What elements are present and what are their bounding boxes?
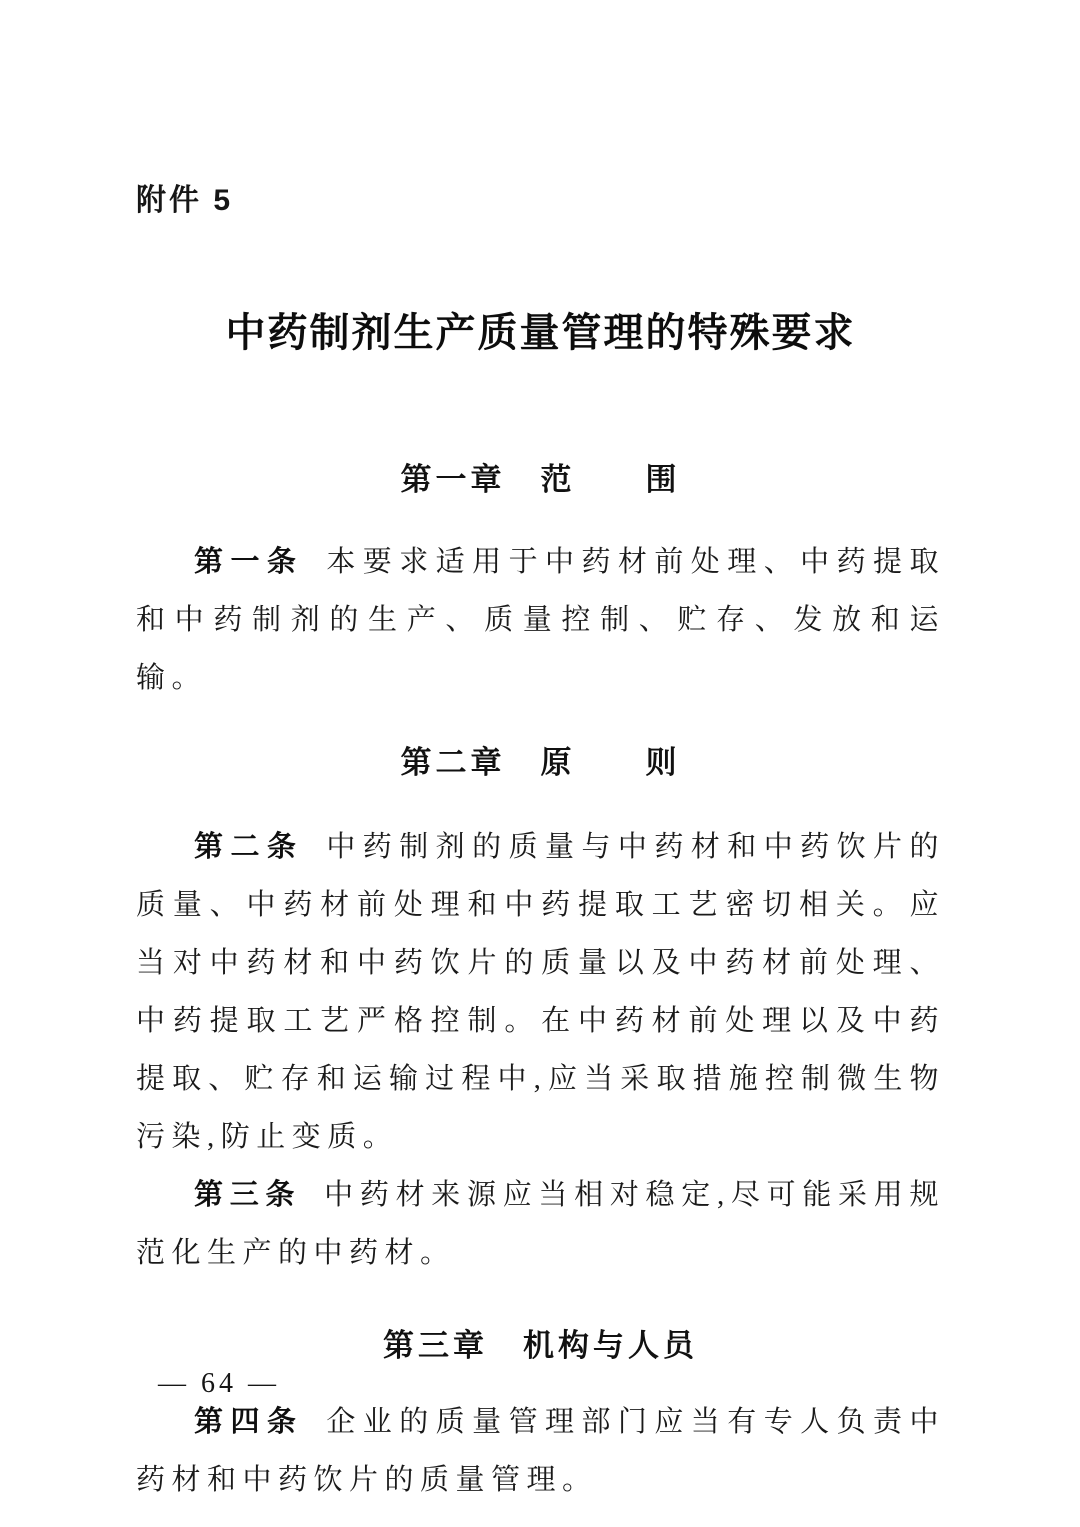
article-4-text: 企业的质量管理部门应当有专人负责中药材和中药饮片的质量管理。: [136, 1406, 945, 1496]
chapter-2-heading: 第二章 原 则: [400, 745, 681, 780]
chapter-1-heading: 第一章 范 围: [400, 462, 681, 497]
article-2-text: 中药制剂的质量与中药材和中药饮片的质量、中药材前处理和中药提取工艺密切相关。应当对中药材和中药饮片的质量以及中药材前处理、中药提取工艺严格控制。在中药材前处理以及中药提取、贮存和运输过程中,应当采取措施控制微生物污染,防止变质。: [136, 831, 945, 1153]
article-4-label: 第四条: [194, 1406, 304, 1438]
article-4-paragraph: [136, 1393, 945, 1509]
article-3-paragraph: [136, 1166, 945, 1282]
document-title: 中药制剂生产质量管理的特殊要求: [225, 309, 856, 356]
article-2-paragraph: [136, 818, 945, 1166]
article-1-text: 本要求适用于中药材前处理、中药提取和中药制剂的生产、质量控制、贮存、发放和运输。: [136, 546, 945, 694]
article-3-label: 第三条: [194, 1179, 302, 1211]
article-1-paragraph: [136, 533, 945, 707]
chapter-3-heading: 第三章 机构与人员: [383, 1328, 698, 1363]
article-1-label: 第一条: [194, 546, 304, 578]
page-number: — 64 —: [158, 1368, 280, 1399]
article-3-text: 中药材来源应当相对稳定,尽可能采用规范化生产的中药材。: [136, 1179, 945, 1269]
attachment-label: 附件 5: [136, 184, 234, 217]
article-2-label: 第二条: [194, 831, 304, 863]
